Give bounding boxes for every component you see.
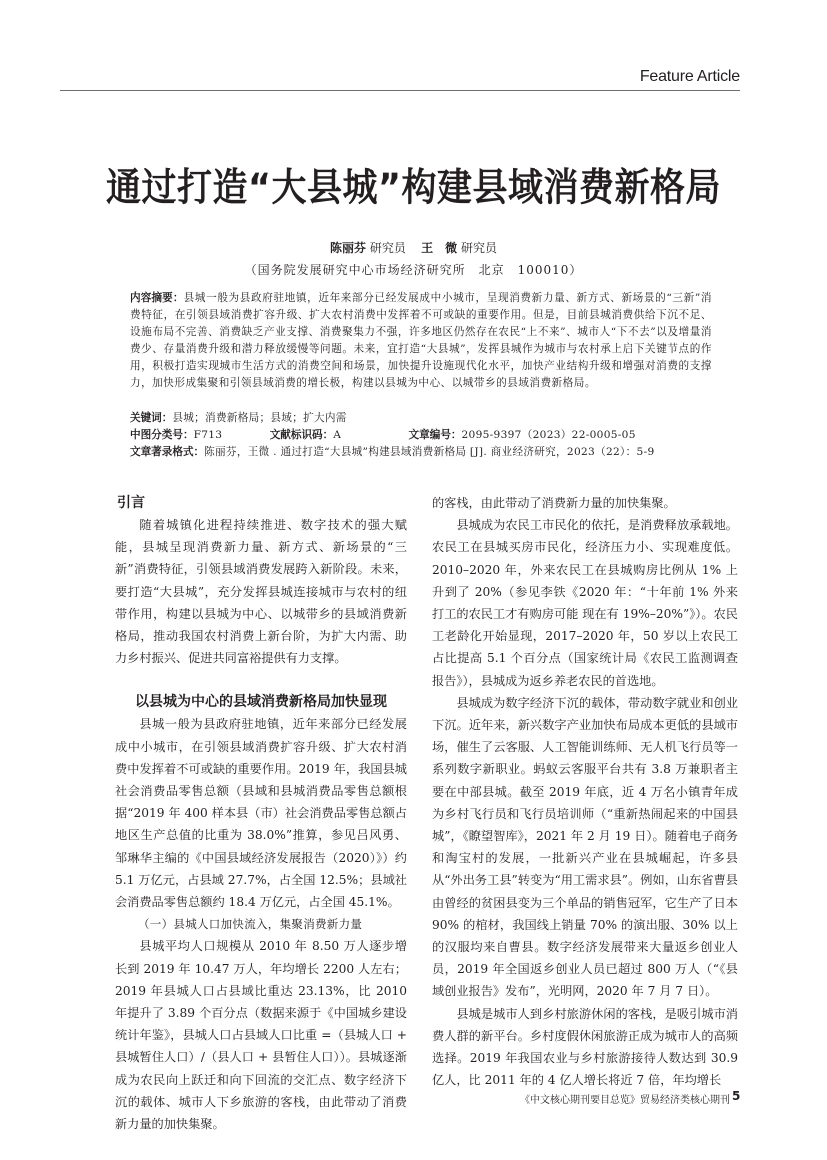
citation-text: 陈丽芬，王微 . 通过打造“大县城”构建县域消费新格局 [J]. 商业经济研究，2023（22）：5-9 bbox=[204, 446, 655, 458]
keywords-label: 关键词： bbox=[130, 412, 173, 424]
clc-value: F713 bbox=[193, 429, 223, 441]
section-1-paragraph: 县城一般为县政府驻地镇，近年来部分已经发展成中小城市，在引领县域消费扩容升级、扩大农村消费中发挥着不可或缺的重要作用。2019 年，我国县城社会消费品零售总额（县域和县城消费品零售总额根据“2019 年 400 样本县（市）社会消费品零售总额占地区生产总值的比重为 38.0%”推算，参见吕风勇、邹琳华主编的《中国县域经济发展报告（2020）》）约 5.1 万亿元，占县域 27.7%，占全国 12.5%；县域社会消费品零售总额约 18.4 万亿元，占全国 45.1%。 bbox=[115, 717, 407, 910]
author-role: 研究员 bbox=[369, 241, 406, 255]
body-paragraph: 县城成为数字经济下沉的载体，带动数字就业和创业下沉。近年来，新兴数字产业加快布局成本更低的县域市场，催生了云客服、人工智能训练师、无人机飞行员等一系列数字新职业。蚂蚁云客服平台共有 3.8 万兼职者主要在中部县城。截至 2019 年底，近 4 万名小镇青年成为乡村飞行员和飞行员培训师（“重新热闹起来的中国县城”，《瞭望智库》，2021 年 2 月 19 日）。随着电子商务和淘宝村的发展，一批新兴产业在县城崛起，许多县从“外出务工县”转变为“用工需求县”。例如，山东省曹县由曾经的贫困县变为三个单品的销售冠军，它生产了日本 90% 的棺材，我国线上销量 70% 的演出服、30% 以上的汉服均来自曹县。数字经济发展带来大量返乡创业人员，2019 年全国返乡创业人员已超过 800 万人（“《县域创业报告》发布”，光明网，2020 年 7 月 7 日）。 bbox=[432, 695, 738, 999]
author-role: 研究员 bbox=[460, 241, 497, 255]
article-title: 通过打造“大县城”构建县域消费新格局 bbox=[105, 166, 721, 211]
author-name: 陈丽芬 bbox=[330, 241, 367, 255]
subsection-1-paragraph: 县城平均人口规模从 2010 年 8.50 万人逐步增长到 2019 年 10.47 万人，年均增长 2200 人左右；2019 年县城人口占县域比重达 23.13%，比 2010 年提升了 3.89 个百分点（数据来源于《中国城乡建设统计年鉴》，县城人口占县域人口比重 =（县城人口 + 县城暂住人口）/（县人口 + 县暂住人口））。县城逐渐成为农民向上跃迁和向下回流的交汇点、数字经济下沉的载体、城市人下乡旅游的客栈，由此带动了消费新力量的加快集聚。 bbox=[115, 939, 407, 1132]
author-line bbox=[0, 239, 827, 256]
section-gap bbox=[115, 669, 407, 691]
abstract-text: 县城一般为县政府驻地镇，近年来部分已经发展成中小城市，呈现消费新力量、新方式、新场景的“三新”消费特征，在引领县域消费扩容升级、扩大农村消费中发挥着不可或缺的重要作用。但是，目前县城消费供给下沉不足、设施布局不完善、消费缺乏产业支撑、消费聚集力不强，许多地区仍然存在农民“上不来”、城市人“下不去”以及增量消费少、存量消费升级和潜力释放缓慢等问题。未来，宜打造“大县城”，发挥县城作为城市与农村承上启下关键节点的作用，积极打造实现城市生活方式的消费空间和场景，加快提升设施现代化水平，加快产业结构升级和增强对消费的支撑力，加快形成集聚和引领县域消费的增长极，构建以县城为中心、以城带乡的县域消费新格局。 bbox=[130, 292, 713, 390]
article-no-label: 文章编号： bbox=[408, 429, 462, 441]
abstract-label: 内容摘要： bbox=[130, 292, 184, 304]
body-paragraph: 县城是城市人到乡村旅游休闲的客栈，是吸引城市消费人群的新平台。乡村度假休闲旅游正成为城市人的高频选择。2019 年我国农业与乡村旅游接待人数达到 30.9 亿人，比 2011 年的 4 亿人增长将近 7 倍，年均增长 bbox=[432, 1006, 738, 1088]
author-name: 王 微 bbox=[421, 241, 458, 255]
article-no-value: 2095-9397（2023）22-0005-05 bbox=[461, 429, 636, 441]
keywords-line bbox=[130, 410, 347, 425]
doc-code-label: 文献标识码： bbox=[269, 429, 334, 441]
affiliation: （国务院发展研究中心市场经济研究所 北京 100010） bbox=[244, 263, 583, 277]
subsection-1-heading: （一）县城人口加快流入，集聚消费新力量 bbox=[138, 917, 363, 932]
header-rule bbox=[60, 90, 740, 91]
page-number: 5 bbox=[732, 1089, 741, 1103]
left-column bbox=[115, 492, 407, 1132]
footer-journal-note: 《中文核心期刊要目总览》贸易经济类核心期刊 bbox=[520, 1095, 730, 1106]
intro-heading: 引言 bbox=[117, 495, 145, 511]
running-header-label: Feature Article bbox=[639, 68, 740, 85]
section-1-heading: 以县城为中心的县域消费新格局加快显现 bbox=[135, 694, 387, 711]
clc-label: 中图分类号： bbox=[130, 429, 194, 441]
right-column bbox=[432, 492, 738, 1092]
keywords-text: 县城；消费新格局；县域；扩大内需 bbox=[172, 412, 347, 424]
citation-label: 文章著录格式： bbox=[130, 446, 205, 458]
body-paragraph: 县城成为农民工市民化的依托，是消费释放承载地。农民工在县城买房市民化，经济压力小、实现难度低。2010–2020 年，外来农民工在县城购房比例从 1% 上升到了 20%（参见李铁《2020 年：“十年前 1% 外来打工的农民工才有购房可能 现在有 19%–20%”》）。农民工老龄化开始显现，2017–2020 年，50 岁以上农民工占比提高 5.1 个百分点（国家统计局《农民工监测调查报告》），县城成为返乡养老农民的首选地。 bbox=[432, 518, 738, 688]
citation-block bbox=[130, 444, 712, 461]
continued-paragraph: 的客栈，由此带动了消费新力量的加快集聚。 bbox=[432, 496, 676, 510]
intro-paragraph: 随着城镇化进程持续推进、数字技术的强大赋能，县城呈现消费新力量、新方式、新场景的“三新”消费特征，引领县域消费发展跨入新阶段。未来，要打造“大县城”，充分发挥县城连接城市与农村的纽带作用，构建以县城为中心、以城带乡的县域消费新格局，推动我国农村消费上新台阶，为扩大内需、助力乡村振兴、促进共同富裕提供有力支撑。 bbox=[115, 518, 407, 666]
doc-code-value: A bbox=[333, 429, 342, 441]
abstract bbox=[130, 290, 712, 393]
classification-line bbox=[130, 427, 636, 442]
